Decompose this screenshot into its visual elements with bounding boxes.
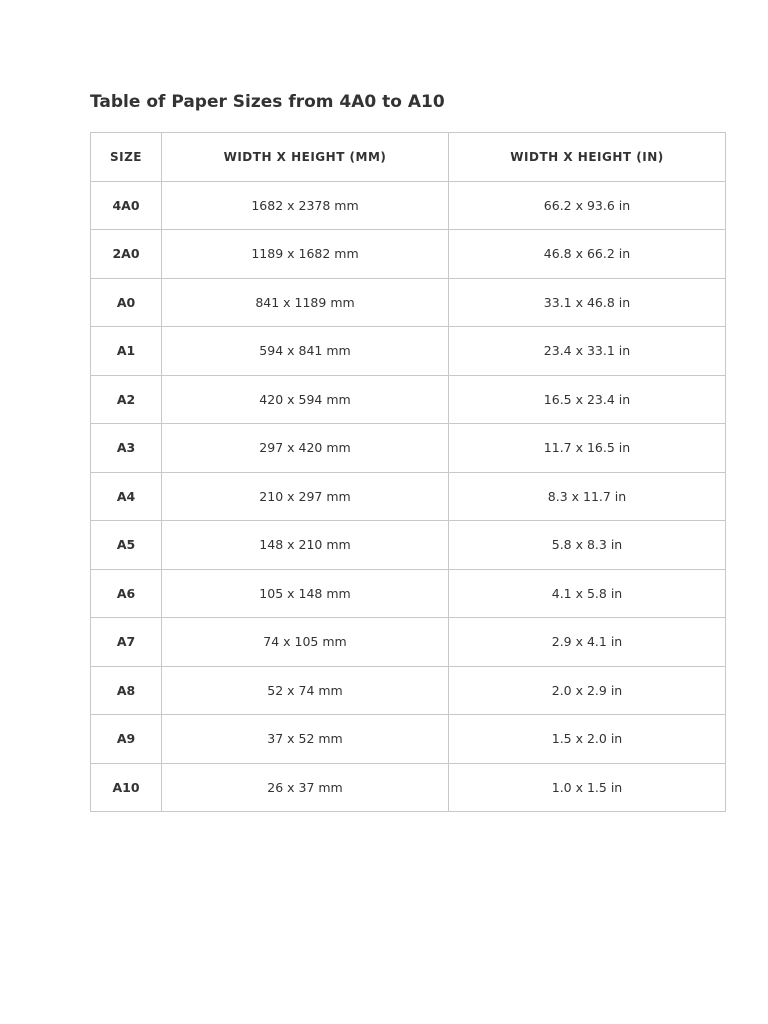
paper-sizes-table xyxy=(90,132,726,812)
table-row xyxy=(91,618,726,667)
table-row xyxy=(91,230,726,279)
table-row xyxy=(91,278,726,327)
in-cell: 46.8 x 66.2 in xyxy=(449,230,726,279)
size-cell: A2 xyxy=(91,375,162,424)
mm-cell: 26 x 37 mm xyxy=(162,763,449,812)
size-cell: A4 xyxy=(91,472,162,521)
size-cell: 4A0 xyxy=(91,181,162,230)
size-cell: A7 xyxy=(91,618,162,667)
mm-cell: 594 x 841 mm xyxy=(162,327,449,376)
page-title: Table of Paper Sizes from 4A0 to A10 xyxy=(90,92,445,112)
size-cell: A9 xyxy=(91,715,162,764)
in-cell: 8.3 x 11.7 in xyxy=(449,472,726,521)
table-row xyxy=(91,521,726,570)
mm-cell: 420 x 594 mm xyxy=(162,375,449,424)
mm-cell: 297 x 420 mm xyxy=(162,424,449,473)
in-cell: 2.9 x 4.1 in xyxy=(449,618,726,667)
header-size: SIZE xyxy=(91,133,162,182)
in-cell: 1.5 x 2.0 in xyxy=(449,715,726,764)
table-row xyxy=(91,327,726,376)
mm-cell: 841 x 1189 mm xyxy=(162,278,449,327)
in-cell: 16.5 x 23.4 in xyxy=(449,375,726,424)
table-row xyxy=(91,715,726,764)
in-cell: 5.8 x 8.3 in xyxy=(449,521,726,570)
table-header-row xyxy=(91,133,726,182)
table-row xyxy=(91,569,726,618)
mm-cell: 148 x 210 mm xyxy=(162,521,449,570)
mm-cell: 37 x 52 mm xyxy=(162,715,449,764)
mm-cell: 1682 x 2378 mm xyxy=(162,181,449,230)
table-row xyxy=(91,424,726,473)
size-cell: A5 xyxy=(91,521,162,570)
size-cell: A1 xyxy=(91,327,162,376)
in-cell: 11.7 x 16.5 in xyxy=(449,424,726,473)
size-cell: 2A0 xyxy=(91,230,162,279)
header-width-height-mm: WIDTH X HEIGHT (MM) xyxy=(162,133,449,182)
mm-cell: 105 x 148 mm xyxy=(162,569,449,618)
in-cell: 23.4 x 33.1 in xyxy=(449,327,726,376)
in-cell: 1.0 x 1.5 in xyxy=(449,763,726,812)
size-cell: A0 xyxy=(91,278,162,327)
size-cell: A3 xyxy=(91,424,162,473)
in-cell: 33.1 x 46.8 in xyxy=(449,278,726,327)
mm-cell: 1189 x 1682 mm xyxy=(162,230,449,279)
in-cell: 2.0 x 2.9 in xyxy=(449,666,726,715)
mm-cell: 74 x 105 mm xyxy=(162,618,449,667)
table-row xyxy=(91,472,726,521)
size-cell: A10 xyxy=(91,763,162,812)
header-width-height-in: WIDTH X HEIGHT (IN) xyxy=(449,133,726,182)
table-row xyxy=(91,763,726,812)
mm-cell: 52 x 74 mm xyxy=(162,666,449,715)
in-cell: 66.2 x 93.6 in xyxy=(449,181,726,230)
table-row xyxy=(91,181,726,230)
mm-cell: 210 x 297 mm xyxy=(162,472,449,521)
in-cell: 4.1 x 5.8 in xyxy=(449,569,726,618)
table-row xyxy=(91,375,726,424)
table-row xyxy=(91,666,726,715)
size-cell: A6 xyxy=(91,569,162,618)
size-cell: A8 xyxy=(91,666,162,715)
